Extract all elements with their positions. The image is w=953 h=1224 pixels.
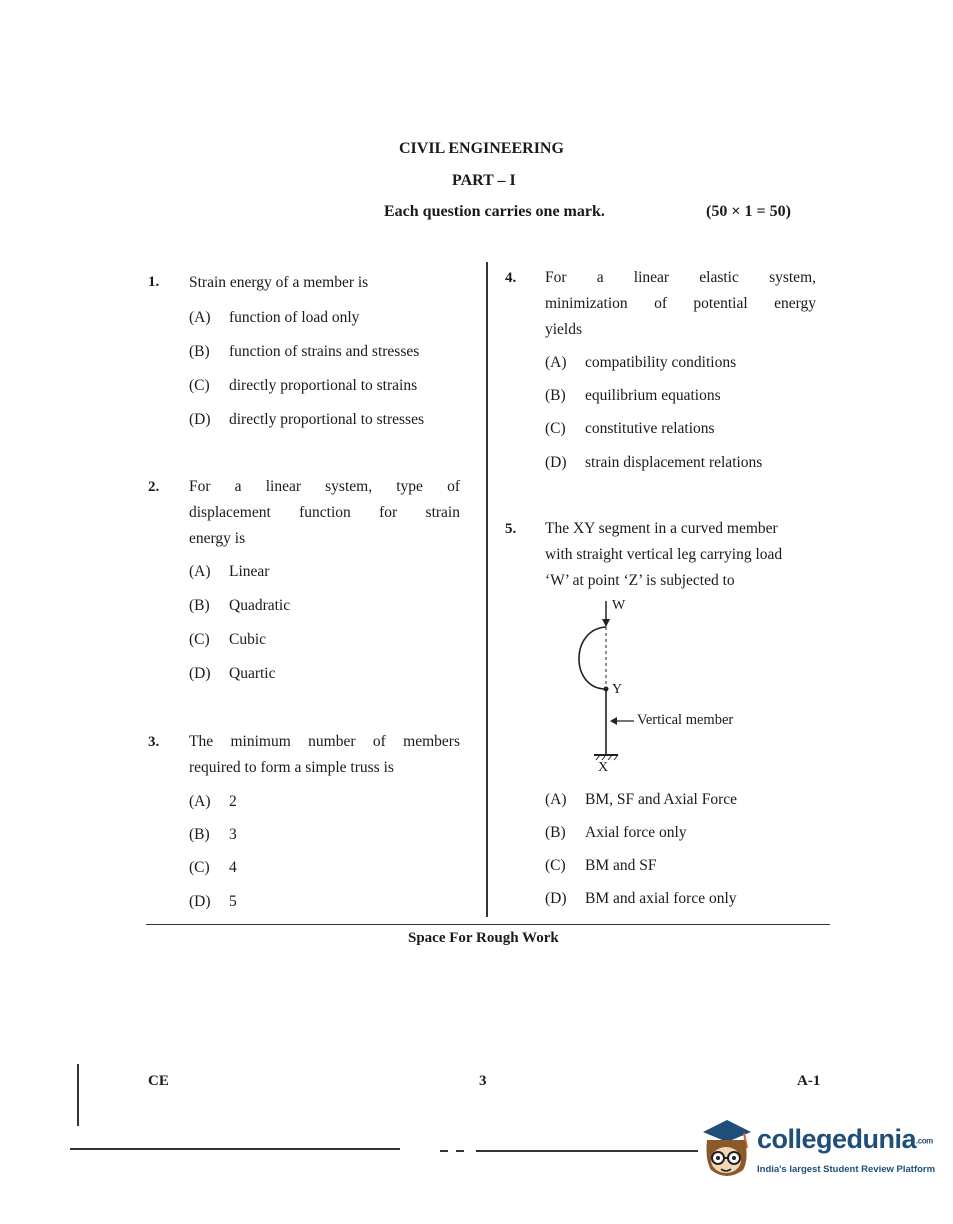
option-a[interactable]: (A) Linear <box>189 563 270 580</box>
logo-tagline: India's largest Student Review Platform <box>757 1164 936 1175</box>
question-text-line: For a linear elastic system, <box>545 269 816 286</box>
point-x-label: X <box>598 760 609 775</box>
bottom-rule-dash <box>456 1150 464 1152</box>
scan-edge-mark <box>77 1064 79 1126</box>
column-divider <box>486 262 488 917</box>
question-text-line: ‘W’ at point ‘Z’ is subjected to <box>545 572 735 589</box>
rough-work-label: Space For Rough Work <box>408 930 559 946</box>
load-label: W <box>612 598 626 613</box>
option-a[interactable]: (A) 2 <box>189 793 237 810</box>
bottom-rule-right <box>476 1150 698 1152</box>
footer-set: A-1 <box>797 1073 821 1089</box>
question-text-line: minimization of potential energy <box>545 295 816 312</box>
logo-wordmark: collegedunia.com <box>757 1124 933 1154</box>
option-c[interactable]: (C) directly proportional to strains <box>189 377 418 394</box>
option-b[interactable]: (B) Axial force only <box>545 824 687 841</box>
option-b[interactable]: (B) Quadratic <box>189 597 291 614</box>
question-text-line: with straight vertical leg carrying load <box>545 546 783 563</box>
question-number: 4. <box>505 270 517 286</box>
option-c[interactable]: (C) Cubic <box>189 631 267 648</box>
option-d[interactable]: (D) strain displacement relations <box>545 454 763 471</box>
marks-text: (50 × 1 = 50) <box>706 203 791 220</box>
option-c[interactable]: (C) constitutive relations <box>545 420 715 437</box>
option-d[interactable]: (D) Quartic <box>189 665 276 682</box>
question-text-line: yields <box>545 321 583 338</box>
rough-work-divider <box>146 924 830 925</box>
point-y-label: Y <box>612 682 623 697</box>
curved-member <box>579 627 606 689</box>
footer-code: CE <box>148 1073 169 1089</box>
brand-logo <box>697 1116 936 1186</box>
mascot-icon <box>697 1116 755 1182</box>
option-b[interactable]: (B) 3 <box>189 826 237 843</box>
option-d[interactable]: (D) 5 <box>189 893 237 910</box>
option-b[interactable]: (B) equilibrium equations <box>545 387 721 404</box>
option-d[interactable]: (D) BM and axial force only <box>545 890 737 907</box>
option-d[interactable]: (D) directly proportional to stresses <box>189 411 424 428</box>
option-c[interactable]: (C) BM and SF <box>545 857 657 874</box>
instruction-text: Each question carries one mark. <box>384 203 605 220</box>
question-text-line: The XY segment in a curved member <box>545 520 778 537</box>
question-text-line: displacement function for strain <box>189 504 460 521</box>
page-number: 3 <box>479 1073 487 1089</box>
option-a[interactable]: (A) BM, SF and Axial Force <box>545 791 737 808</box>
question-number: 3. <box>148 734 160 750</box>
load-arrowhead <box>602 619 610 627</box>
question-text-line: energy is <box>189 530 246 547</box>
bottom-rule-dash <box>440 1150 448 1152</box>
question-text-line: For a linear system, type of <box>189 478 460 495</box>
option-a[interactable]: (A) compatibility conditions <box>545 354 737 371</box>
question-number: 1. <box>148 274 160 290</box>
option-b[interactable]: (B) function of strains and stresses <box>189 343 420 360</box>
question-number: 5. <box>505 521 517 537</box>
page-title: CIVIL ENGINEERING <box>399 140 564 157</box>
option-a[interactable]: (A) function of load only <box>189 309 360 326</box>
part-heading: PART – I <box>452 172 516 189</box>
question-text-line: required to form a simple truss is <box>189 759 394 776</box>
option-c[interactable]: (C) 4 <box>189 859 237 876</box>
question-text: Strain energy of a member is <box>189 274 369 291</box>
bottom-rule-left <box>70 1148 400 1150</box>
question-text-line: The minimum number of members <box>189 733 460 750</box>
point-y-marker <box>604 687 609 692</box>
member-label: Vertical member <box>637 712 734 728</box>
question-number: 2. <box>148 479 160 495</box>
curved-member-figure <box>560 595 760 785</box>
